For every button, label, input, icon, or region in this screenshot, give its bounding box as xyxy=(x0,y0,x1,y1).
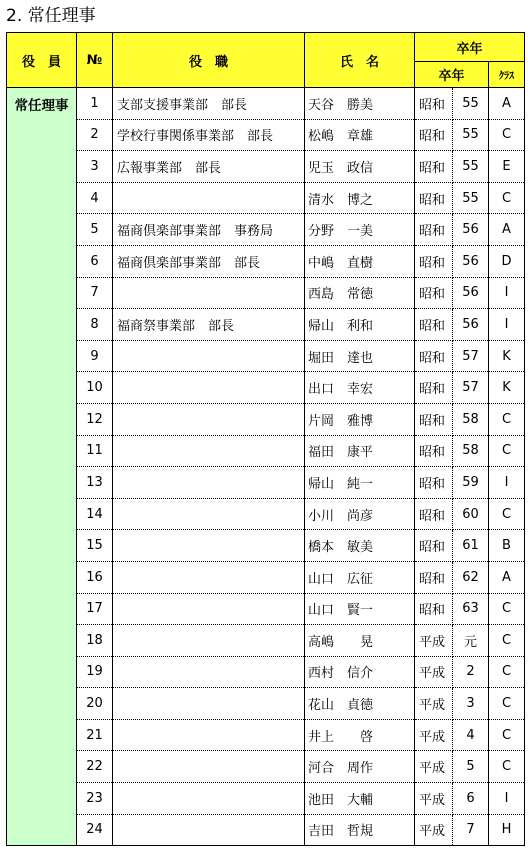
row-year: 3 xyxy=(453,688,489,720)
row-name: 帰山 利和 xyxy=(305,309,415,341)
row-name: 池田 大輔 xyxy=(305,783,415,815)
row-class: I xyxy=(489,467,525,499)
row-year: 55 xyxy=(453,88,489,120)
row-class: K xyxy=(489,340,525,372)
row-no: 11 xyxy=(77,435,113,467)
row-no: 16 xyxy=(77,561,113,593)
table-row xyxy=(7,688,525,720)
row-name: 西村 信介 xyxy=(305,656,415,688)
row-class: A xyxy=(489,214,525,246)
row-year: 56 xyxy=(453,245,489,277)
row-class: K xyxy=(489,372,525,404)
table-row xyxy=(7,403,525,435)
row-era: 平成 xyxy=(415,783,453,815)
row-name: 清水 博之 xyxy=(305,182,415,214)
row-position xyxy=(113,372,305,404)
row-name: 分野 一美 xyxy=(305,214,415,246)
row-position xyxy=(113,182,305,214)
row-year: 61 xyxy=(453,530,489,562)
table-row xyxy=(7,656,525,688)
row-year: 63 xyxy=(453,593,489,625)
row-year: 4 xyxy=(453,719,489,751)
row-name: 堀田 達也 xyxy=(305,340,415,372)
role-label: 常任理事 xyxy=(7,88,77,846)
row-era: 昭和 xyxy=(415,561,453,593)
row-name: 片岡 雅博 xyxy=(305,403,415,435)
row-no: 18 xyxy=(77,625,113,657)
table-row xyxy=(7,340,525,372)
row-no: 19 xyxy=(77,656,113,688)
row-name: 帰山 純一 xyxy=(305,467,415,499)
row-position xyxy=(113,688,305,720)
row-name: 出口 幸宏 xyxy=(305,372,415,404)
table-row xyxy=(7,498,525,530)
row-era: 平成 xyxy=(415,656,453,688)
row-name: 小川 尚彦 xyxy=(305,498,415,530)
row-class: I xyxy=(489,309,525,341)
row-no: 1 xyxy=(77,88,113,120)
row-era: 昭和 xyxy=(415,372,453,404)
row-position: 福商祭事業部 部長 xyxy=(113,309,305,341)
header-graduation: 卒年 xyxy=(415,33,525,62)
row-no: 23 xyxy=(77,783,113,815)
table-row xyxy=(7,182,525,214)
header-class: ｸﾗｽ xyxy=(489,62,525,88)
row-position: 広報事業部 部長 xyxy=(113,151,305,183)
row-class: C xyxy=(489,182,525,214)
row-era: 昭和 xyxy=(415,277,453,309)
row-position xyxy=(113,625,305,657)
row-name: 橋本 敏美 xyxy=(305,530,415,562)
row-year: 55 xyxy=(453,151,489,183)
row-year: 7 xyxy=(453,814,489,846)
row-year: 58 xyxy=(453,403,489,435)
header-graduation-year: 卒年 xyxy=(415,62,489,88)
table-row xyxy=(7,119,525,151)
row-era: 昭和 xyxy=(415,403,453,435)
row-no: 8 xyxy=(77,309,113,341)
row-year: 58 xyxy=(453,435,489,467)
row-no: 7 xyxy=(77,277,113,309)
row-class: C xyxy=(489,625,525,657)
row-era: 昭和 xyxy=(415,182,453,214)
header-no: № xyxy=(77,33,113,88)
table-row xyxy=(7,719,525,751)
row-era: 平成 xyxy=(415,719,453,751)
row-no: 6 xyxy=(77,245,113,277)
table-row xyxy=(7,593,525,625)
row-year: 5 xyxy=(453,751,489,783)
row-class: I xyxy=(489,783,525,815)
row-name: 天谷 勝美 xyxy=(305,88,415,120)
row-position xyxy=(113,719,305,751)
row-position xyxy=(113,340,305,372)
row-class: E xyxy=(489,151,525,183)
table-body xyxy=(7,88,525,846)
row-no: 21 xyxy=(77,719,113,751)
row-name: 花山 貞徳 xyxy=(305,688,415,720)
row-position xyxy=(113,467,305,499)
row-no: 2 xyxy=(77,119,113,151)
row-era: 昭和 xyxy=(415,245,453,277)
row-class: A xyxy=(489,561,525,593)
row-year: 59 xyxy=(453,467,489,499)
row-position xyxy=(113,403,305,435)
row-class: C xyxy=(489,688,525,720)
row-year: 56 xyxy=(453,277,489,309)
row-year: 60 xyxy=(453,498,489,530)
table-row xyxy=(7,277,525,309)
row-year: 56 xyxy=(453,309,489,341)
row-class: C xyxy=(489,403,525,435)
row-era: 昭和 xyxy=(415,214,453,246)
row-year: 56 xyxy=(453,214,489,246)
row-year: 57 xyxy=(453,340,489,372)
row-name: 河合 周作 xyxy=(305,751,415,783)
row-era: 平成 xyxy=(415,625,453,657)
row-year: 62 xyxy=(453,561,489,593)
row-position xyxy=(113,783,305,815)
row-class: I xyxy=(489,277,525,309)
row-name: 吉田 哲規 xyxy=(305,814,415,846)
row-no: 22 xyxy=(77,751,113,783)
row-class: A xyxy=(489,88,525,120)
row-era: 昭和 xyxy=(415,340,453,372)
table-row xyxy=(7,751,525,783)
row-era: 昭和 xyxy=(415,435,453,467)
table-row xyxy=(7,372,525,404)
row-position xyxy=(113,277,305,309)
directors-table xyxy=(6,32,525,846)
row-name: 松嶋 章雄 xyxy=(305,119,415,151)
row-position xyxy=(113,435,305,467)
row-no: 9 xyxy=(77,340,113,372)
row-year: 55 xyxy=(453,182,489,214)
row-class: C xyxy=(489,498,525,530)
row-name: 高嶋 晃 xyxy=(305,625,415,657)
row-position: 支部支援事業部 部長 xyxy=(113,88,305,120)
row-name: 中嶋 直樹 xyxy=(305,245,415,277)
row-class: C xyxy=(489,719,525,751)
row-no: 15 xyxy=(77,530,113,562)
row-no: 17 xyxy=(77,593,113,625)
row-no: 24 xyxy=(77,814,113,846)
table-row xyxy=(7,467,525,499)
row-position xyxy=(113,656,305,688)
table-row xyxy=(7,309,525,341)
row-era: 平成 xyxy=(415,688,453,720)
row-name: 山口 賢一 xyxy=(305,593,415,625)
row-era: 平成 xyxy=(415,751,453,783)
table-row xyxy=(7,151,525,183)
row-position: 学校行事関係事業部 部長 xyxy=(113,119,305,151)
row-class: C xyxy=(489,435,525,467)
row-year: 2 xyxy=(453,656,489,688)
row-class: C xyxy=(489,593,525,625)
row-era: 昭和 xyxy=(415,309,453,341)
row-name: 井上 啓 xyxy=(305,719,415,751)
row-era: 昭和 xyxy=(415,593,453,625)
table-row xyxy=(7,88,525,120)
row-no: 4 xyxy=(77,182,113,214)
row-position xyxy=(113,498,305,530)
row-era: 昭和 xyxy=(415,119,453,151)
row-position xyxy=(113,530,305,562)
row-position: 福商倶楽部事業部 部長 xyxy=(113,245,305,277)
row-era: 昭和 xyxy=(415,88,453,120)
row-year: 55 xyxy=(453,119,489,151)
row-era: 昭和 xyxy=(415,467,453,499)
row-no: 14 xyxy=(77,498,113,530)
row-no: 5 xyxy=(77,214,113,246)
table-row xyxy=(7,561,525,593)
row-position xyxy=(113,751,305,783)
row-name: 福田 康平 xyxy=(305,435,415,467)
row-era: 平成 xyxy=(415,814,453,846)
table-row xyxy=(7,625,525,657)
row-era: 昭和 xyxy=(415,151,453,183)
row-era: 昭和 xyxy=(415,530,453,562)
table-row xyxy=(7,783,525,815)
row-no: 13 xyxy=(77,467,113,499)
row-position xyxy=(113,593,305,625)
section-title: 2. 常任理事 xyxy=(6,6,96,26)
row-position: 福商倶楽部事業部 事務局 xyxy=(113,214,305,246)
row-year: 6 xyxy=(453,783,489,815)
row-class: D xyxy=(489,245,525,277)
row-year: 57 xyxy=(453,372,489,404)
row-class: B xyxy=(489,530,525,562)
row-class: H xyxy=(489,814,525,846)
table-row xyxy=(7,530,525,562)
table-row xyxy=(7,814,525,846)
row-name: 西島 常徳 xyxy=(305,277,415,309)
row-year: 元 xyxy=(453,625,489,657)
table-row xyxy=(7,245,525,277)
row-no: 10 xyxy=(77,372,113,404)
row-position xyxy=(113,561,305,593)
table-row xyxy=(7,435,525,467)
table-row xyxy=(7,214,525,246)
row-no: 3 xyxy=(77,151,113,183)
row-era: 昭和 xyxy=(415,498,453,530)
row-no: 20 xyxy=(77,688,113,720)
row-class: C xyxy=(489,119,525,151)
row-name: 児玉 政信 xyxy=(305,151,415,183)
row-position xyxy=(113,814,305,846)
header-role: 役 員 xyxy=(7,33,77,88)
row-class: C xyxy=(489,656,525,688)
header-name: 氏 名 xyxy=(305,33,415,88)
header-position: 役 職 xyxy=(113,33,305,88)
row-name: 山口 広征 xyxy=(305,561,415,593)
row-no: 12 xyxy=(77,403,113,435)
row-class: C xyxy=(489,751,525,783)
